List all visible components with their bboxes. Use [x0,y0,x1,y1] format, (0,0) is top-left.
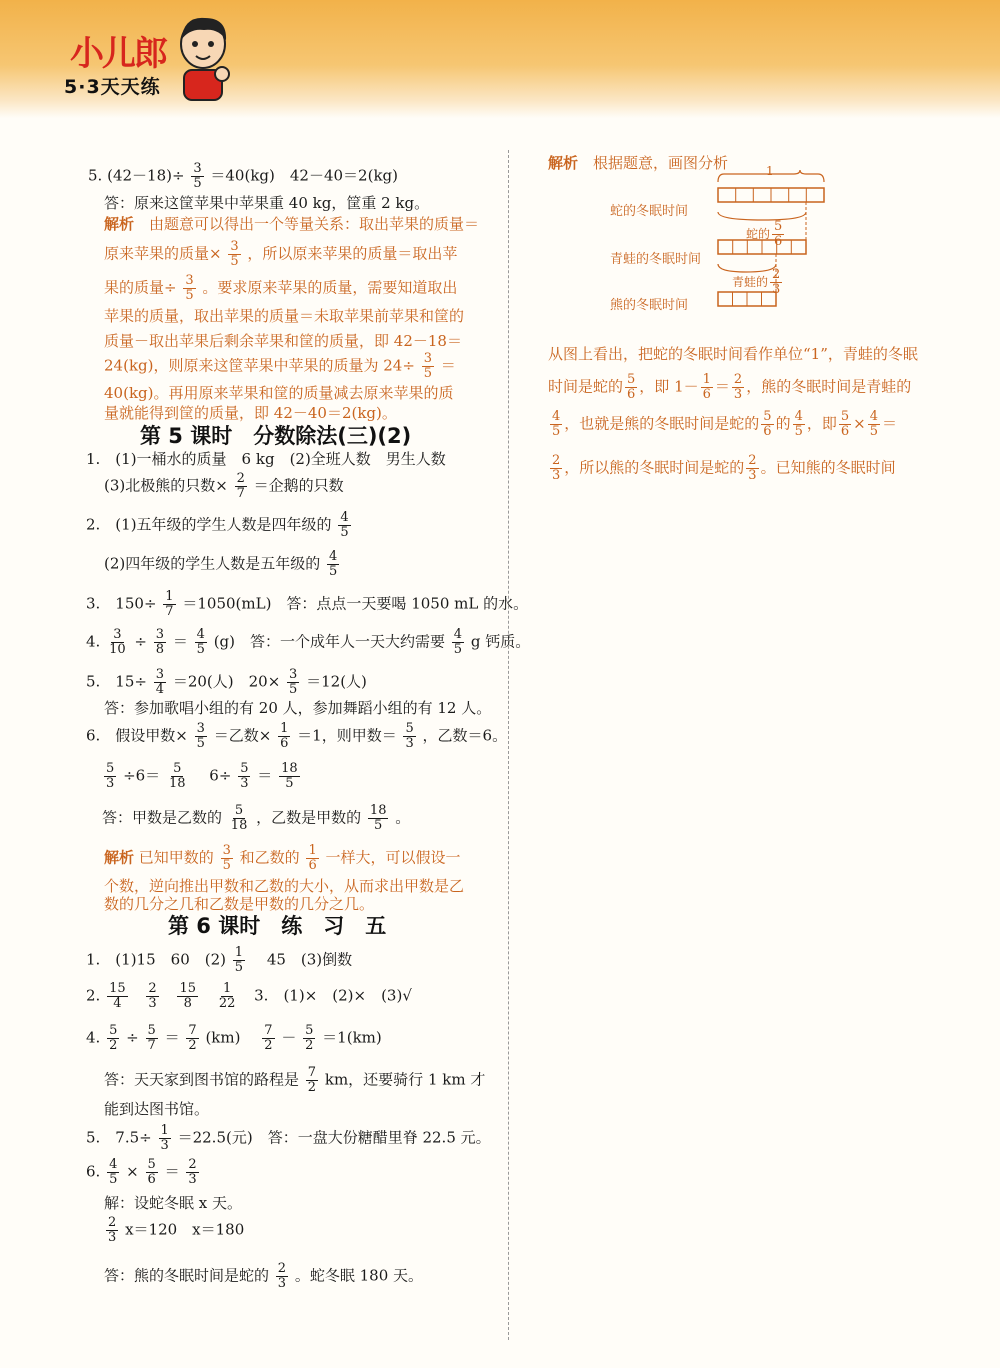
l5-q5: 5. 15÷ $\frac{3}{4}$ ＝20(人) 20× $\frac{3}{5}$ ＝12(人) [86,667,367,697]
l6-q2-q3: 2. $\frac{15}{4}$ $\frac{2}{3}$ $\frac{15}{8}$ $\frac{1}{22}$ 3. (1)× (2)× (3)√ [86,981,412,1011]
diagram-frog-fraction: 青蛙的 $\frac{2}{3}$ [732,267,781,297]
l6-q6-answer: 答：熊的冬眠时间是蛇的 $\frac{2}{3}$ 。蛇冬眠 180 天。 [104,1261,424,1291]
bar-diagram-graphic [548,170,838,320]
l5-q6: 6. 假设甲数× $\frac{3}{5}$ ＝乙数× $\frac{1}{6}$ ＝1，则甲数＝ $\frac{5}{3}$ ，乙数＝6。 [86,721,508,751]
l6-q6-solution: 解：设蛇冬眠 x 天。 [104,1194,242,1212]
diagram-bear-label: 熊的冬眠时间 [610,298,689,313]
q5-analysis-line6: 24(kg)，则原来这筐苹果中苹果的质量为 24÷ $\frac{3}{5}$ ＝ [104,351,456,381]
brand-logo: 小儿郎 [70,34,166,74]
l5-q6-analysis-line2: 个数，逆向推出甲数和乙数的大小，从而求出甲数是乙 [104,877,465,895]
l6-q4-answer: 答：天天家到图书馆的路程是 $\frac{7}{2}$ km，还要骑行 1 km 才 [104,1065,486,1095]
lesson5-title: 第 5 课时 分数除法(三)(2) [140,424,412,448]
lesson6-title: 第 6 课时 练 习 五 [168,914,387,938]
q5-equation: 5. (42－18)÷ $\frac{3}{5}$ ＝40(kg) 42－40＝2(kg) [88,161,398,191]
right-analysis-line3: $\frac{4}{5}$ ，也就是熊的冬眠时间是蛇的 $\frac{5}{6}$ 的 $\frac{4}{5}$ ，即 $\frac{5}{6}$ × $\frac{4}{5}$ ＝ [552,409,898,439]
l5-q2b: (2)四年级的学生人数是五年级的 $\frac{4}{5}$ [104,549,338,579]
fraction: $\frac{3}{5}$ [193,161,202,191]
l5-q3: 3. 150÷ $\frac{1}{7}$ ＝1050(mL) 答：点点一天要喝 1050 mL 的水。 [86,589,529,619]
l6-q5: 5. 7.5÷ $\frac{1}{3}$ ＝22.5(元) 答：一盘大份糖醋里脊 22.5 元。 [86,1123,491,1153]
right-analysis-line1: 从图上看出，把蛇的冬眠时间看作单位“1”，青蛙的冬眠 [548,345,918,363]
l5-q6-calc: $\frac{5}{3}$ ÷6＝ $\frac{5}{18}$ 6÷ $\frac{5}{3}$ ＝ $\frac{18}{5}$ [106,761,298,791]
l6-q1: 1. (1)15 60 (2) $\frac{1}{5}$ 45 (3)倒数 [86,945,353,975]
q5-answer: 答：原来这筐苹果中苹果重 40 kg，筐重 2 kg。 [104,194,430,212]
l5-q6-analysis-line3: 数的几分之几和乙数是甲数的几分之几。 [104,895,375,913]
q5-analysis-line8: 量就能得到筐的质量，即 42－40＝2(kg)。 [104,404,397,422]
brand-subtitle: 5·3天天练 [64,76,161,98]
l6-q6-equation: $\frac{2}{3}$ x＝120 x＝180 [108,1215,245,1245]
l6-q6: 6. $\frac{4}{5}$ × $\frac{5}{6}$ ＝ $\frac{2}{3}$ [86,1157,197,1187]
right-analysis-line2: 时间是蛇的 $\frac{5}{6}$ ，即 1－ $\frac{1}{6}$ ＝ $\frac{2}{3}$ ，熊的冬眠时间是青蛙的 [548,372,912,402]
l5-q6-analysis-line1: 解析 已知甲数的 $\frac{3}{5}$ 和乙数的 $\frac{1}{6}$ 一样大，可以假设一 [104,843,461,873]
diagram-frog-label: 青蛙的冬眠时间 [610,252,702,267]
diagram-snake-label: 蛇的冬眠时间 [610,204,689,219]
l5-q1b: (3)北极熊的只数× $\frac{2}{7}$ ＝企鹅的只数 [104,471,344,501]
q5-analysis-line7: 40(kg)。再用原来苹果和筐的质量减去原来苹果的质 [104,384,454,402]
column-divider [508,150,509,1340]
right-analysis-intro: 解析 根据题意，画图分析 [548,154,729,172]
l5-q5-answer: 答：参加歌唱小组的有 20 人，参加舞蹈小组的有 12 人。 [104,699,492,717]
q5-analysis-line1: 解析 由题意可以得出一个等量关系：取出苹果的质量＝ [104,215,480,233]
mascot-icon [172,14,234,104]
l5-q2a: 2. (1)五年级的学生人数是四年级的 $\frac{4}{5}$ [86,510,349,540]
hibernation-bar-diagram [548,164,838,320]
l6-q4-answer-line2: 能到达图书馆。 [104,1100,210,1118]
right-analysis-line4: $\frac{2}{3}$ ，所以熊的冬眠时间是蛇的 $\frac{2}{3}$ 。已知熊的冬眠时间 [552,453,896,483]
l5-q1a: 1. (1)一桶水的质量 6 kg (2)全班人数 男生人数 [86,450,446,468]
l6-q4: 4. $\frac{5}{2}$ ÷ $\frac{5}{7}$ ＝ $\frac{7}{2}$ (km) $\frac{7}{2}$ － $\frac{5}{2}$ ＝1(km) [86,1023,382,1053]
q5-analysis-line3: 果的质量÷ $\frac{3}{5}$ 。要求原来苹果的质量，需要知道取出 [104,273,458,303]
diagram-snake-fraction: 蛇的 $\frac{5}{6}$ [746,219,783,249]
q5-analysis-line4: 苹果的质量，取出苹果的质量＝未取苹果前苹果和筐的 [104,307,465,325]
page-header [0,0,1000,118]
l5-q6-answer: 答：甲数是乙数的 $\frac{5}{18}$ ，乙数是甲数的 $\frac{18}{5}$ 。 [102,803,411,833]
l5-q4: 4. $\frac{3}{10}$ ÷ $\frac{3}{8}$ ＝ $\frac{4}{5}$ (g) 答：一个成年人一天大约需要 $\frac{4}{5}$ g 钙质。 [86,627,531,657]
q5-analysis-line2: 原来苹果的质量× $\frac{3}{5}$ ，所以原来苹果的质量＝取出苹 [104,239,458,269]
diagram-one-label: 1 [766,164,774,178]
q5-analysis-line5: 质量－取出苹果后剩余苹果和筐的质量，即 42－18＝ [104,332,462,350]
